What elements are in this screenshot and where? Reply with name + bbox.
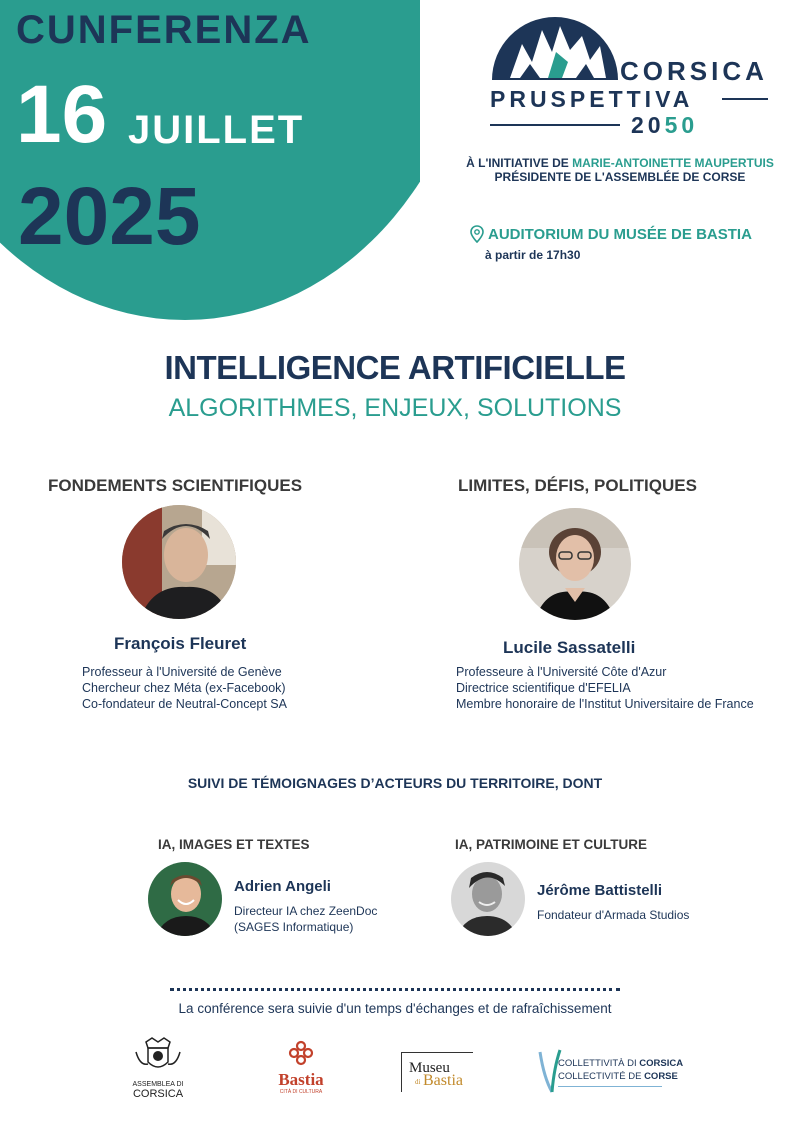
section-images-textes: IA, IMAGES ET TEXTES	[158, 837, 310, 852]
footer-note: La conférence sera suivie d'un temps d'échanges et de rafraîchissement	[178, 1001, 612, 1016]
speaker-bio-battistelli: Fondateur d'Armada Studios	[537, 908, 690, 922]
testimonials-heading: SUIVI DE TÉMOIGNAGES D’ACTEURS DU TERRITOIRE, DONT	[187, 775, 603, 791]
assemblea-crest-icon	[132, 1036, 184, 1076]
logo-word-pruspettiva: PRUSPETTIVA	[490, 86, 694, 112]
page-subtitle: ALGORITHMES, ENJEUX, SOLUTIONS	[168, 394, 622, 422]
speaker-name-fleuret: François Fleuret	[114, 634, 247, 653]
dotted-divider	[170, 988, 620, 991]
location-pin-icon	[470, 225, 484, 243]
speaker-name-battistelli: Jérôme Battistelli	[537, 882, 663, 899]
date-day: 16	[16, 69, 108, 160]
collettivita-di-corsica-logo: COLLETTIVITÀ DI CORSICA COLLECTIVITÉ DE CORSE	[538, 1048, 668, 1096]
bastia-ornament-icon	[288, 1040, 314, 1066]
date-year: 2025	[18, 171, 201, 262]
logo-year: 2050	[631, 112, 699, 138]
conference-label: CUNFERENZA	[16, 8, 312, 52]
speaker-name-angeli: Adrien Angeli	[234, 878, 331, 895]
speaker-bio-sassatelli: Professeure à l'Université Côte d'Azur Directrice scientifique d'EFELIA Membre honoraire de l'Institut Universitaire de France	[456, 665, 754, 711]
venue-name: AUDITORIUM DU MUSÉE DE BASTIA	[488, 225, 752, 243]
speaker-bio-angeli: Directeur IA chez ZeenDoc (SAGES Informatique)	[234, 904, 378, 934]
speaker-bio-fleuret: Professeur à l'Université de Genève Chercheur chez Méta (ex-Facebook) Co-fondateur de Neutral-Concept SA	[82, 665, 287, 711]
start-time: à partir de 17h30	[485, 248, 581, 262]
speaker-name-sassatelli: Lucile Sassatelli	[503, 638, 636, 657]
venue	[470, 225, 752, 243]
section-limites: LIMITES, DÉFIS, POLITIQUES	[458, 476, 697, 495]
initiative-text: À L'INITIATIVE DE MARIE-ANTOINETTE MAUPERTUIS PRÉSIDENTE DE L'ASSEMBLÉE DE CORSE	[466, 156, 774, 184]
page-title: INTELLIGENCE ARTIFICIELLE	[164, 349, 626, 386]
corsica-pruspettiva-logo	[488, 16, 778, 146]
bastia-cita-di-cultura-logo: Bastia CITÀ DI CULTURA	[270, 1040, 332, 1100]
date-month: JUILLET	[128, 108, 305, 152]
museu-di-bastia-logo: Museu di Bastia	[401, 1052, 473, 1092]
section-patrimoine-culture: IA, PATRIMOINE ET CULTURE	[455, 837, 647, 852]
assemblea-di-corsica-logo: ASSEMBLEA DI CORSICA	[128, 1036, 188, 1100]
speaker-photo-angeli	[148, 862, 222, 936]
section-fondements: FONDEMENTS SCIENTIFIQUES	[48, 476, 303, 495]
logo-emblem-icon	[490, 16, 620, 82]
logo-word-corsica: CORSICA	[620, 56, 768, 86]
speaker-photo-fleuret	[122, 505, 236, 619]
speaker-photo-sassatelli	[519, 508, 631, 620]
speaker-photo-battistelli	[451, 862, 525, 936]
